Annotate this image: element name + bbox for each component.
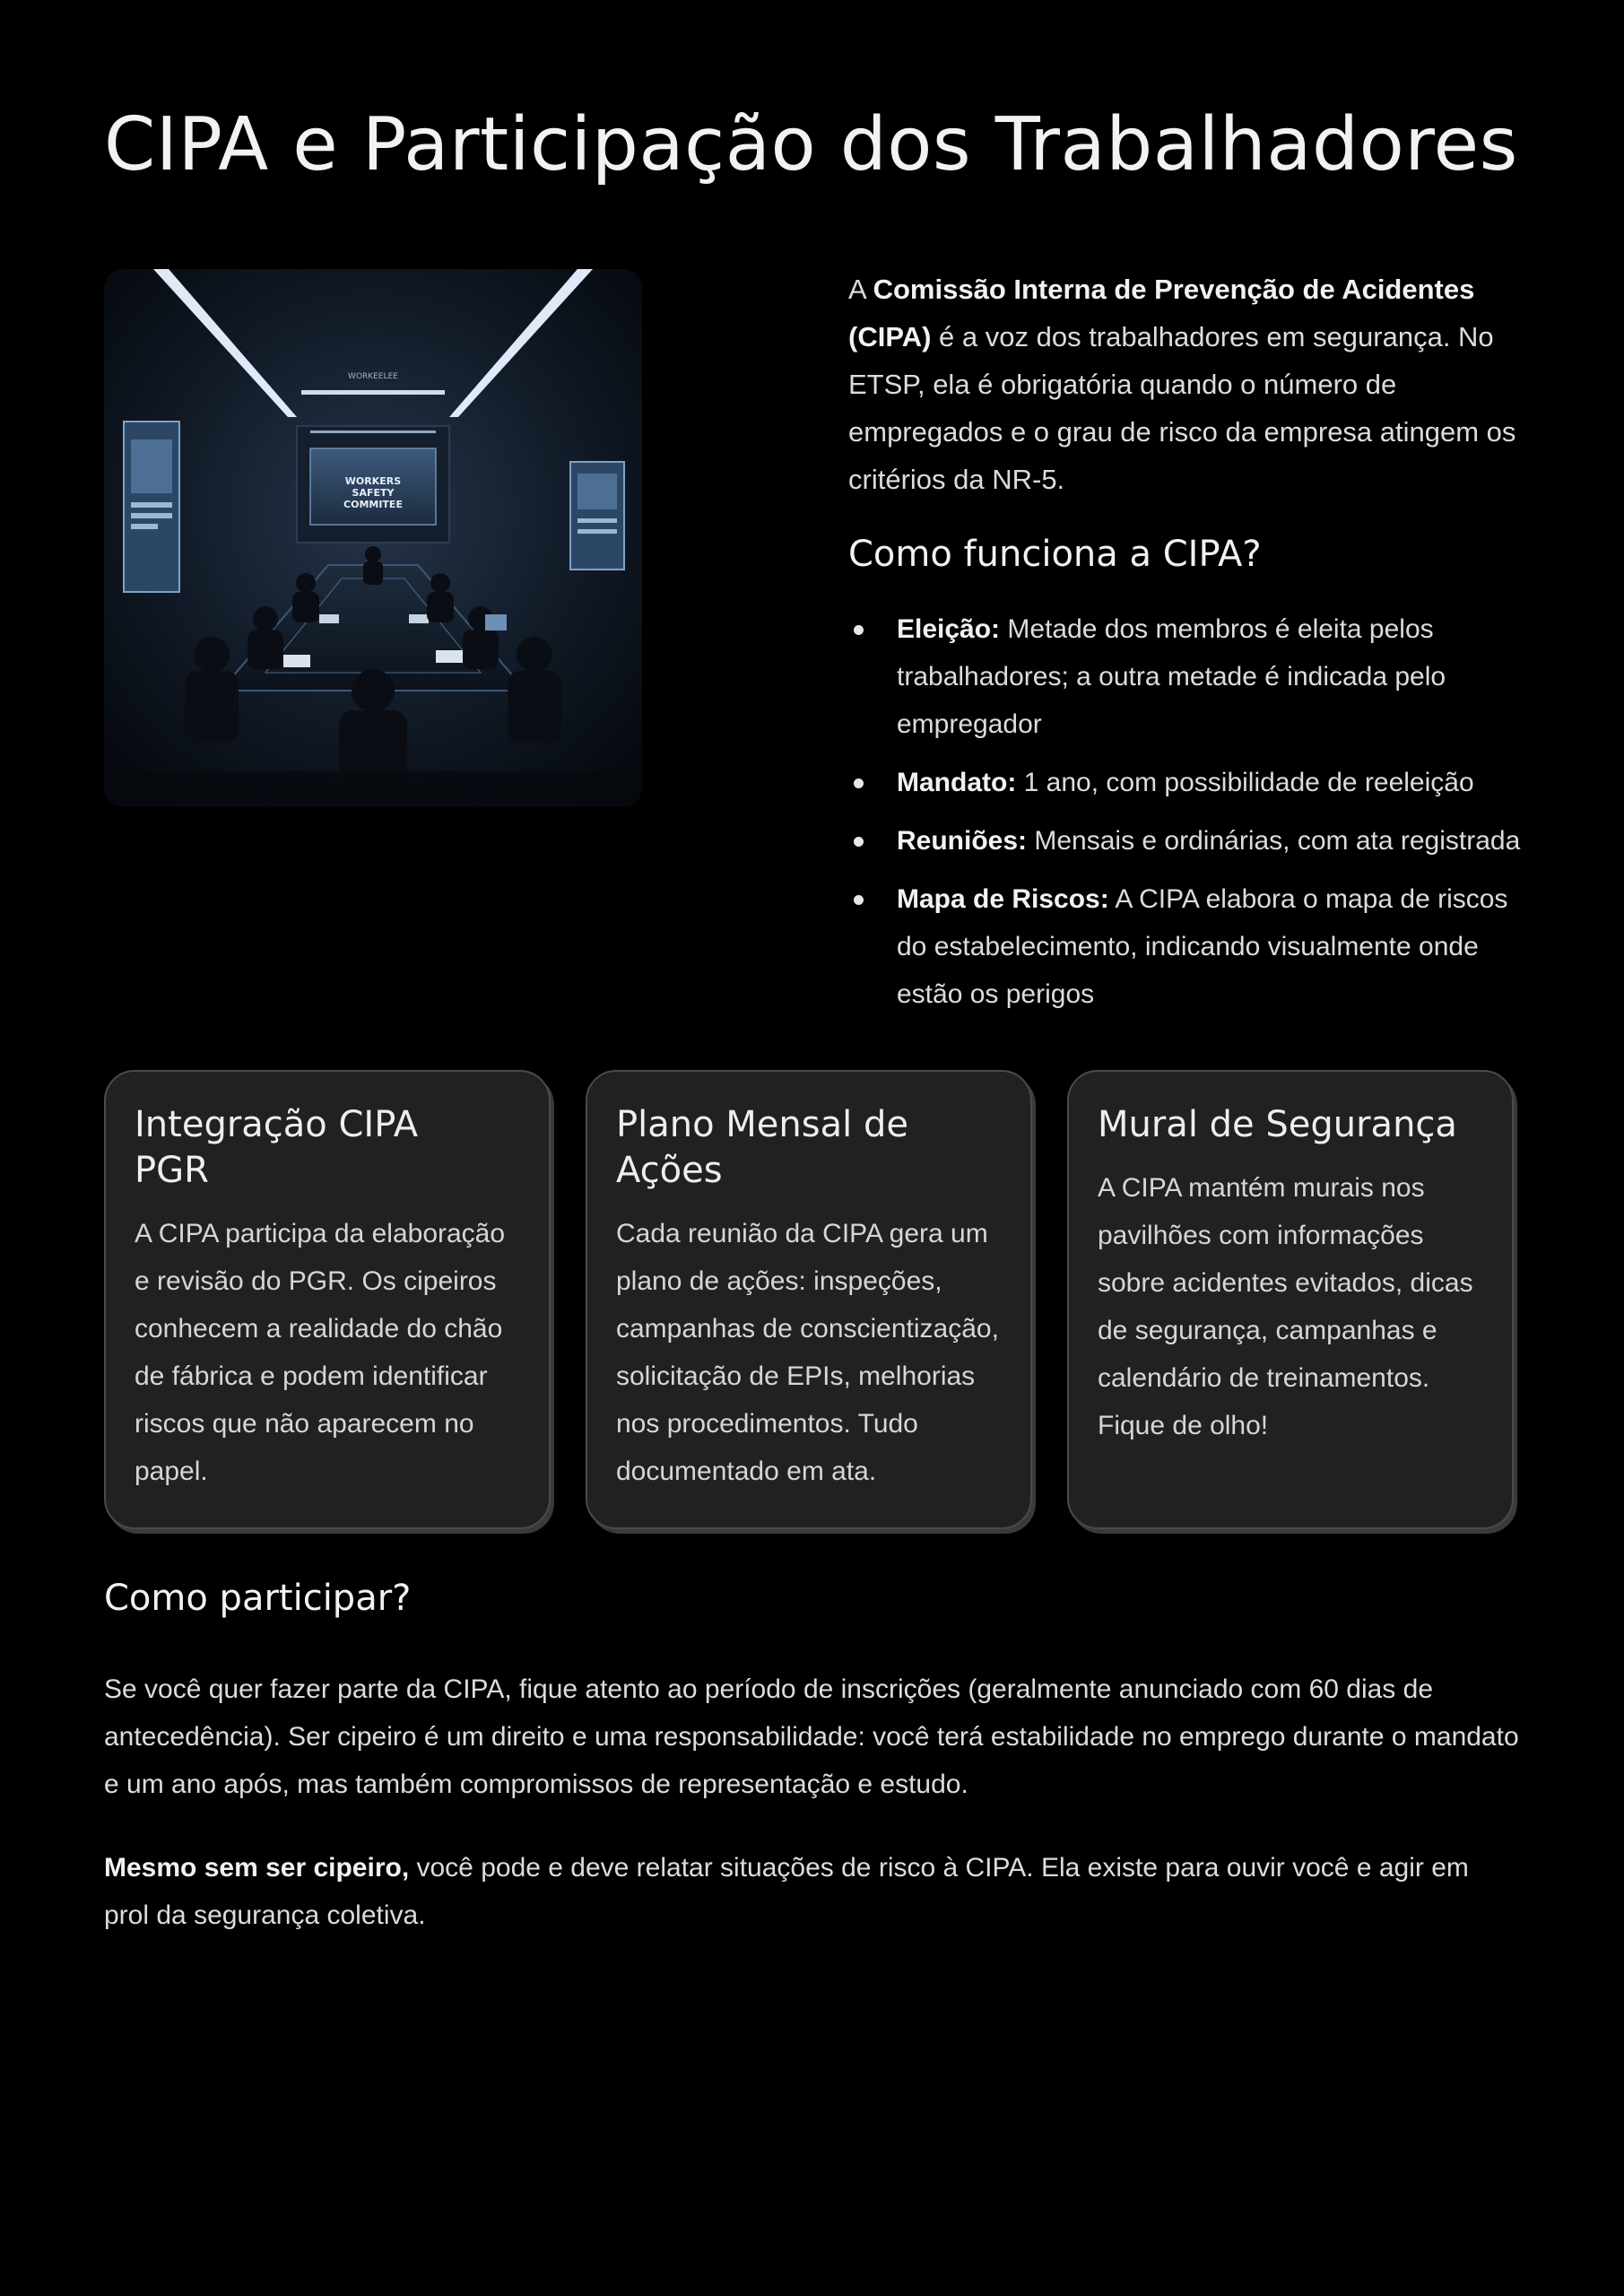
card-safety-board bbox=[1067, 1070, 1514, 1529]
screen-text-line-2: SAFETY bbox=[352, 487, 395, 499]
how-it-works-list bbox=[848, 605, 1530, 1018]
card-title: Plano Mensal de Ações bbox=[616, 1104, 908, 1191]
bullet-icon bbox=[854, 625, 864, 635]
participate-paragraph-1: Se você quer fazer parte da CIPA, fique atento ao período de inscrições (geralmente anunciado com 60 dias de antecedência). Ser cipeiro é um direito e uma responsabilidade: você terá estabilidade no emprego durante o mandato e um ano após, mas também compromissos de representação e estudo. bbox=[104, 1674, 1519, 1799]
intro-paragraph bbox=[848, 265, 1530, 503]
card-text: A CIPA mantém murais nos pavilhões com informações sobre acidentes evitados, dicas de segurança, campanhas e calendário de treinamentos. Fique de olho! bbox=[1098, 1173, 1473, 1440]
participate-paragraph-2 bbox=[104, 1844, 1521, 1939]
intro-column bbox=[848, 265, 1530, 1029]
list-item bbox=[848, 759, 1530, 806]
how-it-works-title: Como funciona a CIPA? bbox=[848, 534, 1262, 575]
screen-text-line-3: COMMITEE bbox=[343, 499, 403, 510]
card-monthly-plan bbox=[586, 1070, 1032, 1529]
card-text: Cada reunião da CIPA gera um plano de ações: inspeções, campanhas de conscientização, solicitação de EPIs, melhorias nos procedimentos. Tudo documentado em ata. bbox=[616, 1219, 999, 1486]
bullet-text: Mensais e ordinárias, com ata registrada bbox=[1027, 826, 1521, 856]
card-title: Integração CIPA PGR bbox=[135, 1104, 419, 1191]
info-cards bbox=[104, 1070, 1521, 1531]
card-cipa-pgr bbox=[104, 1070, 551, 1529]
ceiling-sign: WORKEELEE bbox=[348, 372, 398, 381]
meeting-room-illustration bbox=[104, 269, 642, 807]
bullet-label: Reuniões: bbox=[897, 826, 1028, 856]
bullet-text: A CIPA elabora o mapa de riscos do estabelecimento, indicando visualmente onde estão os perigos bbox=[897, 884, 1508, 1009]
card-text: A CIPA participa da elaboração e revisão do PGR. Os cipeiros conhecem a realidade do chão de fábrica e podem identificar riscos que não aparecem no papel. bbox=[135, 1219, 506, 1486]
bullet-icon bbox=[854, 837, 864, 847]
participate-title: Como participar? bbox=[104, 1578, 412, 1619]
bullet-label: Mandato: bbox=[897, 768, 1017, 797]
list-item bbox=[848, 605, 1530, 748]
participate-rest: você pode e deve relatar situações de risco à CIPA. Ela existe para ouvir você e agir em prol da segurança coletiva. bbox=[104, 1853, 1469, 1930]
hero-image bbox=[104, 269, 642, 807]
page-title: CIPA e Participação dos Trabalhadores bbox=[104, 102, 1518, 187]
intro-strong: Comissão Interna de Prevenção de Acidentes (CIPA) bbox=[848, 274, 1475, 352]
bullet-icon bbox=[854, 895, 864, 905]
bullet-label: Eleição: bbox=[897, 614, 1001, 644]
bullet-icon bbox=[854, 778, 864, 788]
bullet-label: Mapa de Riscos: bbox=[897, 884, 1109, 914]
screen-text-line-1: WORKERS bbox=[344, 475, 402, 487]
bullet-text: 1 ano, com possibilidade de reeleição bbox=[1016, 768, 1474, 797]
bullet-text: Metade dos membros é eleita pelos trabalhadores; a outra metade é indicada pelo empregador bbox=[897, 614, 1446, 739]
card-title: Mural de Segurança bbox=[1098, 1104, 1457, 1145]
participate-strong: Mesmo sem ser cipeiro, bbox=[104, 1853, 410, 1883]
list-item bbox=[848, 817, 1530, 865]
intro-rest: é a voz dos trabalhadores em segurança. No ETSP, ela é obrigatória quando o número de empregados e o grau de risco da empresa atingem os critérios da NR-5. bbox=[848, 321, 1516, 495]
list-item bbox=[848, 875, 1530, 1018]
intro-prefix: A bbox=[848, 274, 873, 305]
